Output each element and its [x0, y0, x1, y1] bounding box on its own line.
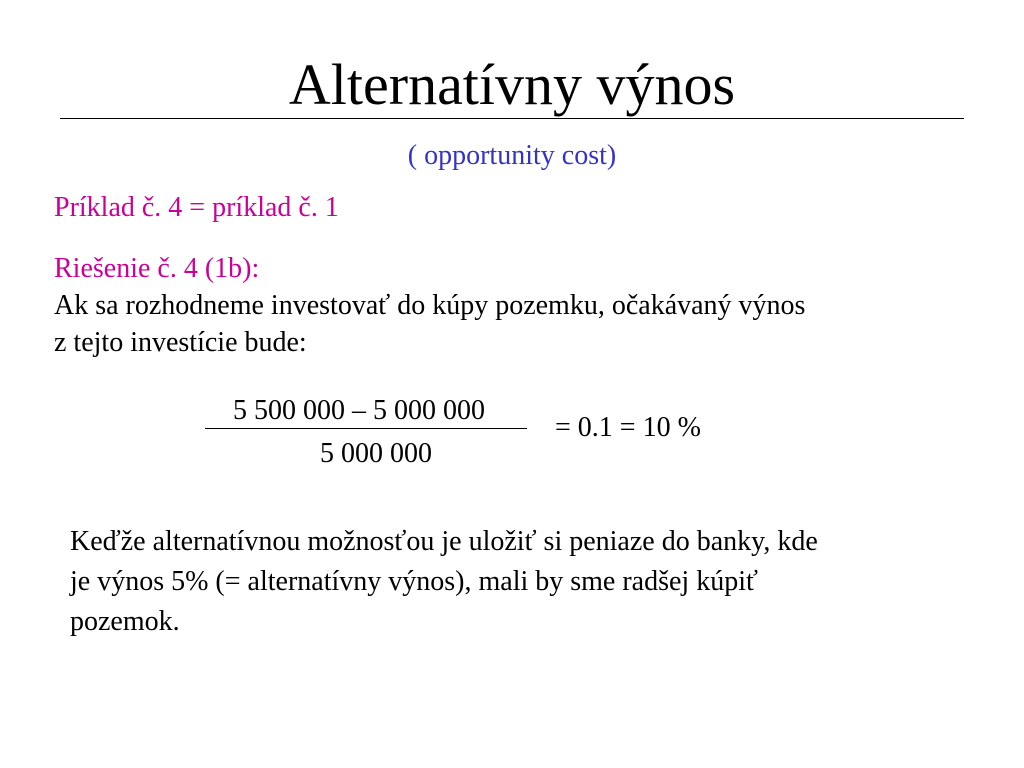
solution-heading: Riešenie č. 4 (1b): — [54, 253, 260, 284]
conclusion-line: Keďže alternatívnou možnosťou je uložiť si peniaze do banky, kde — [70, 526, 818, 557]
conclusion-paragraph — [70, 522, 990, 642]
formula-numerator: 5 500 000 – 5 000 000 — [233, 395, 485, 426]
title-divider — [60, 118, 964, 119]
example-reference: Príklad č. 4 = príklad č. 1 — [54, 192, 339, 223]
slide-title: Alternatívny výnos — [288, 52, 736, 117]
conclusion-line: pozemok. — [70, 606, 180, 637]
formula-denominator: 5 000 000 — [320, 438, 432, 469]
solution-text-line: Ak sa rozhodneme investovať do kúpy pozemku, očakávaný výnos — [54, 290, 806, 321]
solution-text-line: z tejto investície bude: — [54, 327, 307, 358]
fraction-bar — [205, 428, 527, 429]
conclusion-line: je výnos 5% (= alternatívny výnos), mali by sme radšej kúpiť — [70, 566, 758, 597]
formula-result: = 0.1 = 10 % — [555, 412, 701, 443]
solution-block — [54, 250, 984, 361]
slide-subtitle: ( opportunity cost) — [407, 140, 617, 171]
